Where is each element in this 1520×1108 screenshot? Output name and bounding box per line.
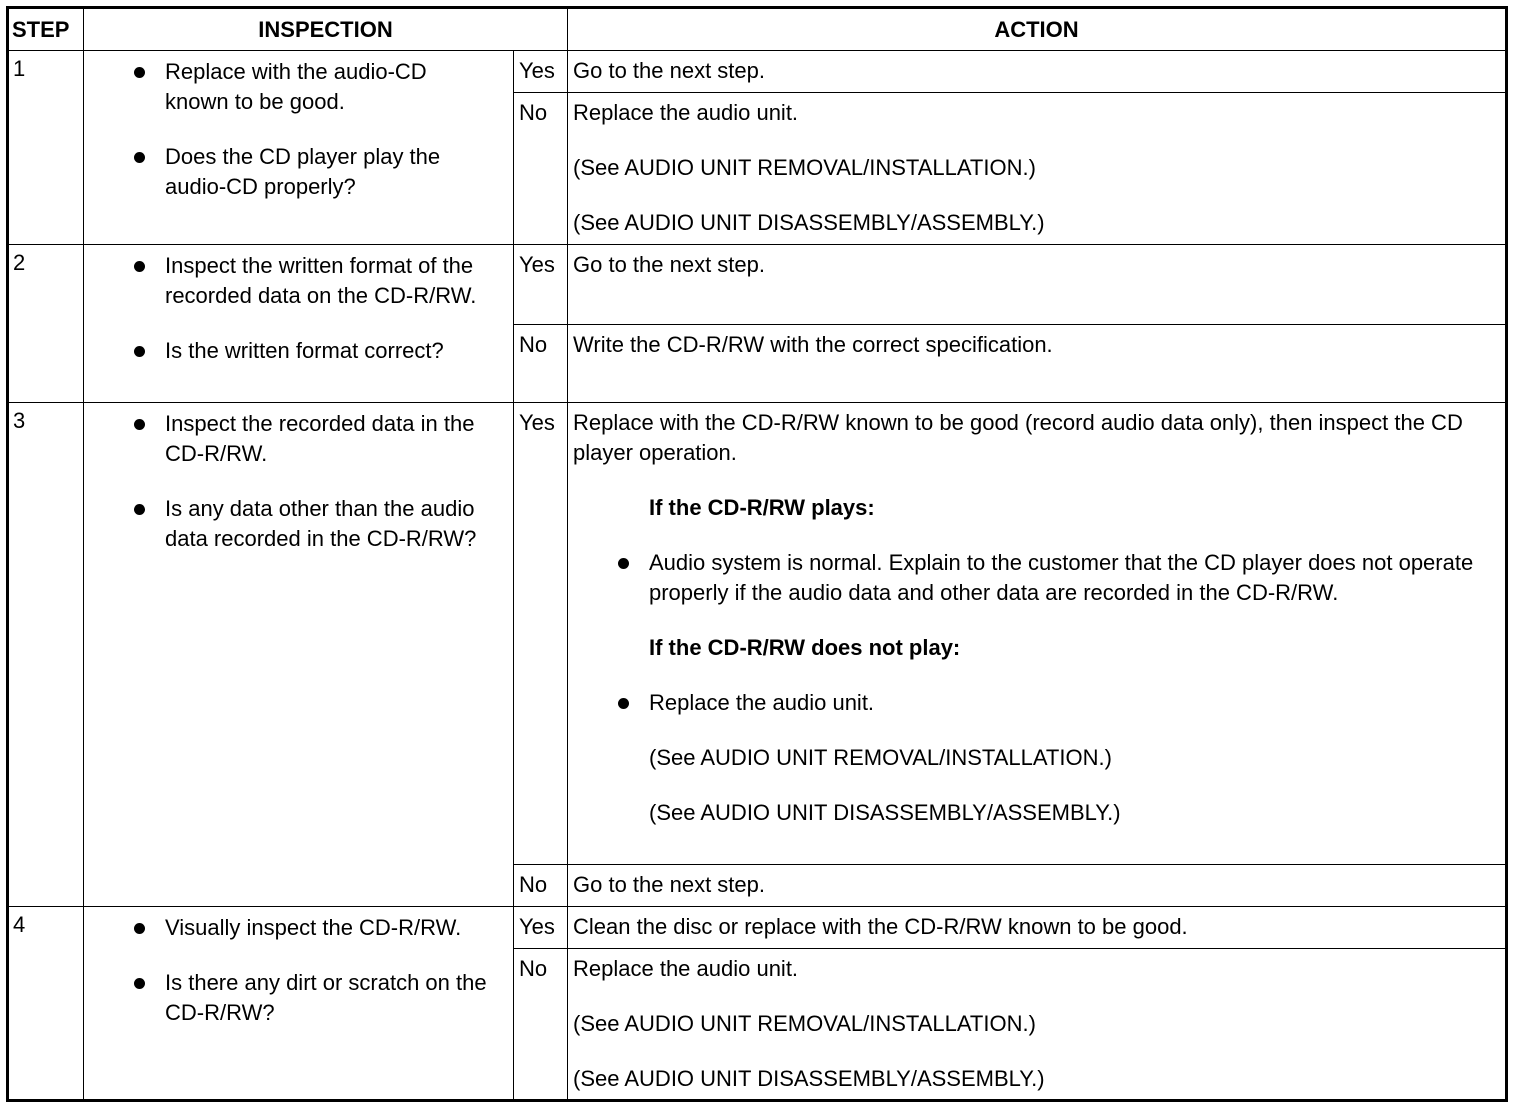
inspection-item: Replace with the audio-CD known to be good.	[132, 57, 489, 117]
bullet-icon	[134, 923, 145, 934]
header-step: STEP	[8, 8, 84, 51]
no-label: No	[514, 865, 568, 907]
inspection-item: Inspect the recorded data in the CD-R/RW.	[132, 409, 489, 469]
step-4-inspection	[84, 907, 514, 1101]
inspection-item: Visually inspect the CD-R/RW.	[132, 913, 489, 943]
step-number: 1	[8, 51, 84, 245]
bullet-icon	[134, 504, 145, 515]
step-3-inspection	[84, 403, 514, 907]
yes-label: Yes	[514, 51, 568, 93]
inspection-item: Is any data other than the audio data recorded in the CD-R/RW?	[132, 494, 489, 554]
reference-disassembly: (See AUDIO UNIT DISASSEMBLY/ASSEMBLY.)	[649, 800, 1121, 825]
header-action: ACTION	[568, 8, 1507, 51]
yes-action	[568, 403, 1507, 865]
no-label: No	[514, 93, 568, 245]
reference-removal: (See AUDIO UNIT REMOVAL/INSTALLATION.)	[649, 745, 1112, 770]
bullet-icon	[134, 346, 145, 357]
no-action: Go to the next step.	[568, 865, 1507, 907]
step-number: 4	[8, 907, 84, 1101]
inspection-item: Is there any dirt or scratch on the CD-R/RW?	[132, 968, 489, 1028]
bullet-icon	[618, 558, 629, 569]
inspection-item: Is the written format correct?	[132, 336, 489, 366]
bullet-icon	[618, 698, 629, 709]
bullet-icon	[134, 978, 145, 989]
action-bullet: Replace the audio unit.	[616, 688, 1501, 718]
yes-action: Go to the next step.	[568, 51, 1507, 93]
step-number: 3	[8, 403, 84, 907]
no-action: Replace the audio unit. (See AUDIO UNIT REMOVAL/INSTALLATION.) (See AUDIO UNIT DISASSEMBLY/ASSEMBLY.)	[568, 949, 1507, 1101]
no-action: Write the CD-R/RW with the correct specification.	[568, 325, 1507, 403]
action-bullet: Audio system is normal. Explain to the customer that the CD player does not operate properly if the audio data and other data are recorded in the CD-R/RW.	[616, 548, 1501, 608]
yes-label: Yes	[514, 245, 568, 325]
header-row	[8, 8, 1507, 51]
step-1-yes-row	[8, 51, 1507, 93]
diagnostic-table	[6, 6, 1508, 1102]
yes-label: Yes	[514, 907, 568, 949]
bullet-icon	[134, 152, 145, 163]
yes-label: Yes	[514, 403, 568, 865]
action-intro: Replace with the CD-R/RW known to be good (record audio data only), then inspect the CD player operation.	[573, 410, 1463, 465]
yes-action: Clean the disc or replace with the CD-R/RW known to be good.	[568, 907, 1507, 949]
no-label: No	[514, 325, 568, 403]
not-plays-heading: If the CD-R/RW does not play:	[649, 635, 961, 660]
step-3-yes-row	[8, 403, 1507, 865]
yes-action: Go to the next step.	[568, 245, 1507, 325]
bullet-icon	[134, 67, 145, 78]
inspection-item: Does the CD player play the audio-CD properly?	[132, 142, 489, 202]
step-number: 2	[8, 245, 84, 403]
bullet-icon	[134, 419, 145, 430]
inspection-item: Inspect the written format of the recorded data on the CD-R/RW.	[132, 251, 489, 311]
step-2-inspection	[84, 245, 514, 403]
no-label: No	[514, 949, 568, 1101]
no-action: Replace the audio unit. (See AUDIO UNIT REMOVAL/INSTALLATION.) (See AUDIO UNIT DISASSEMBLY/ASSEMBLY.)	[568, 93, 1507, 245]
header-inspection: INSPECTION	[84, 8, 568, 51]
step-2-yes-row	[8, 245, 1507, 325]
plays-heading: If the CD-R/RW plays:	[649, 495, 875, 520]
bullet-icon	[134, 261, 145, 272]
step-4-yes-row	[8, 907, 1507, 949]
step-1-inspection	[84, 51, 514, 245]
